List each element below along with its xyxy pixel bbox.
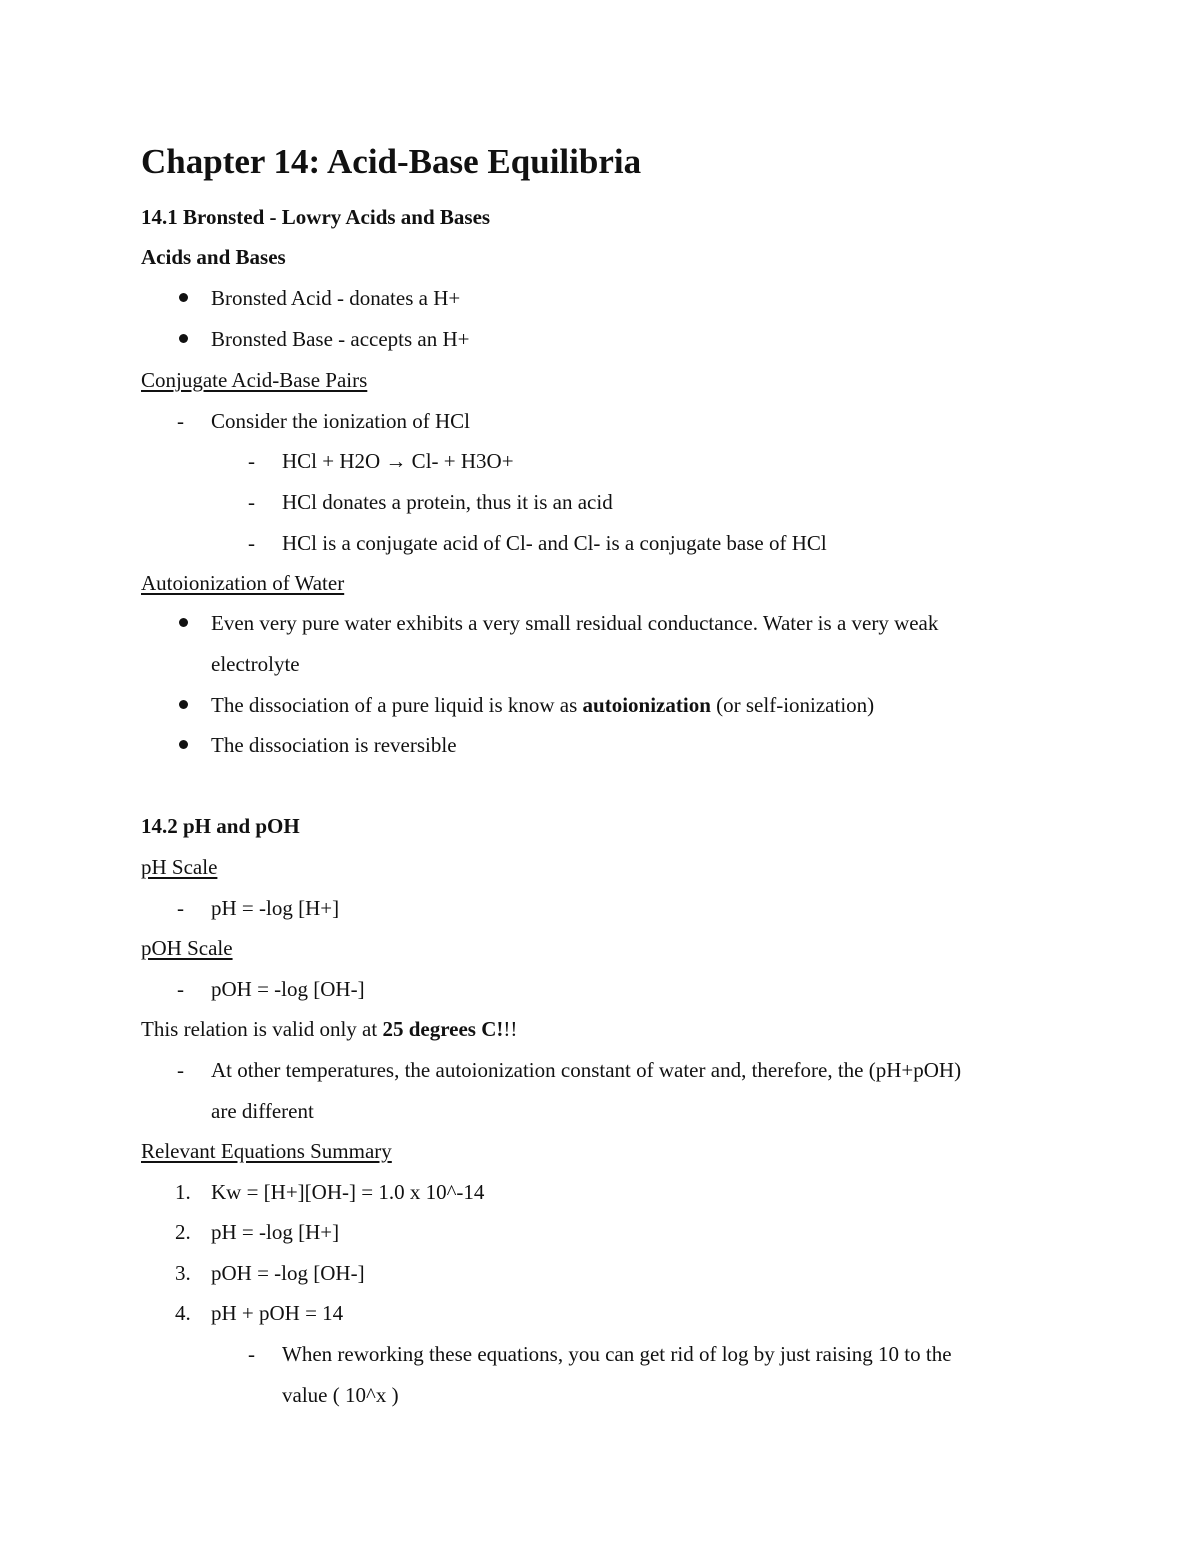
section-heading-14-1: 14.1 Bronsted - Lowry Acids and Bases [141,205,491,229]
bullet-text: The dissociation of a pure liquid is know as [211,693,583,717]
sub-list-item: When reworking these equations, you can get rid of log by just raising 10 to the [282,1342,952,1366]
bold-term: autoionization [582,693,711,717]
bullet-item: The dissociation is reversible [211,733,457,757]
page-title: Chapter 14: Acid-Base Equilibria [141,142,642,181]
ph-scale-heading: pH Scale [141,855,218,879]
dash-marker: - [248,449,255,473]
autoionization-heading: Autoionization of Water [141,571,345,595]
relation-text: This relation is valid only at [141,1017,383,1041]
relation-note [141,1015,517,1043]
list-item-continuation: are different [211,1099,314,1123]
sub-list-item: HCl + H2O → Cl- + H3O+ [282,449,514,473]
bullet-icon [179,740,188,749]
bullet-icon [179,334,188,343]
equation-item: Kw = [H+][OH-] = 1.0 x 10^-14 [211,1180,485,1204]
list-number: 3. [175,1261,191,1285]
sub-list-item: HCl donates a protein, thus it is an acid [282,490,613,514]
dash-marker: - [248,1342,255,1366]
conjugate-pairs-heading: Conjugate Acid-Base Pairs [141,368,368,392]
equation-item: pOH = -log [OH-] [211,1261,365,1285]
list-number: 1. [175,1180,191,1204]
equation-item: pH = -log [H+] [211,1220,340,1244]
poh-scale-heading: pOH Scale [141,936,233,960]
bullet-item: Even very pure water exhibits a very small residual conductance. Water is a very weak [211,611,939,635]
sub-list-item-continuation: value ( 10^x ) [282,1383,399,1407]
dash-marker: - [248,490,255,514]
bullet-item-continuation: electrolyte [211,652,300,676]
equation-item: pH + pOH = 14 [211,1301,344,1325]
equations-summary-heading: Relevant Equations Summary [141,1139,392,1163]
section-heading-14-2: 14.2 pH and pOH [141,814,300,838]
bullet-icon [179,618,188,627]
list-number: 2. [175,1220,191,1244]
dash-marker: - [248,531,255,555]
bullet-icon [179,293,188,302]
list-item: Consider the ionization of HCl [211,409,470,433]
bullet-item: Bronsted Base - accepts an H+ [211,327,470,351]
relation-text: !! [503,1017,518,1041]
dash-marker: - [177,977,184,1001]
dash-marker: - [177,409,184,433]
bullet-item: Bronsted Acid - donates a H+ [211,286,461,310]
dash-marker: - [177,1058,184,1082]
bullet-item [211,691,874,719]
list-number: 4. [175,1301,191,1325]
bold-term: 25 degrees C! [382,1017,504,1041]
dash-marker: - [177,896,184,920]
bullet-icon [179,700,188,709]
list-item: At other temperatures, the autoionization constant of water and, therefore, the (pH+pOH) [211,1058,962,1082]
bullet-text: (or self-ionization) [710,693,875,717]
sub-list-item: HCl is a conjugate acid of Cl- and Cl- is a conjugate base of HCl [282,531,827,555]
list-item: pH = -log [H+] [211,896,340,920]
subheading-acids-and-bases: Acids and Bases [141,245,286,269]
list-item: pOH = -log [OH-] [211,977,365,1001]
